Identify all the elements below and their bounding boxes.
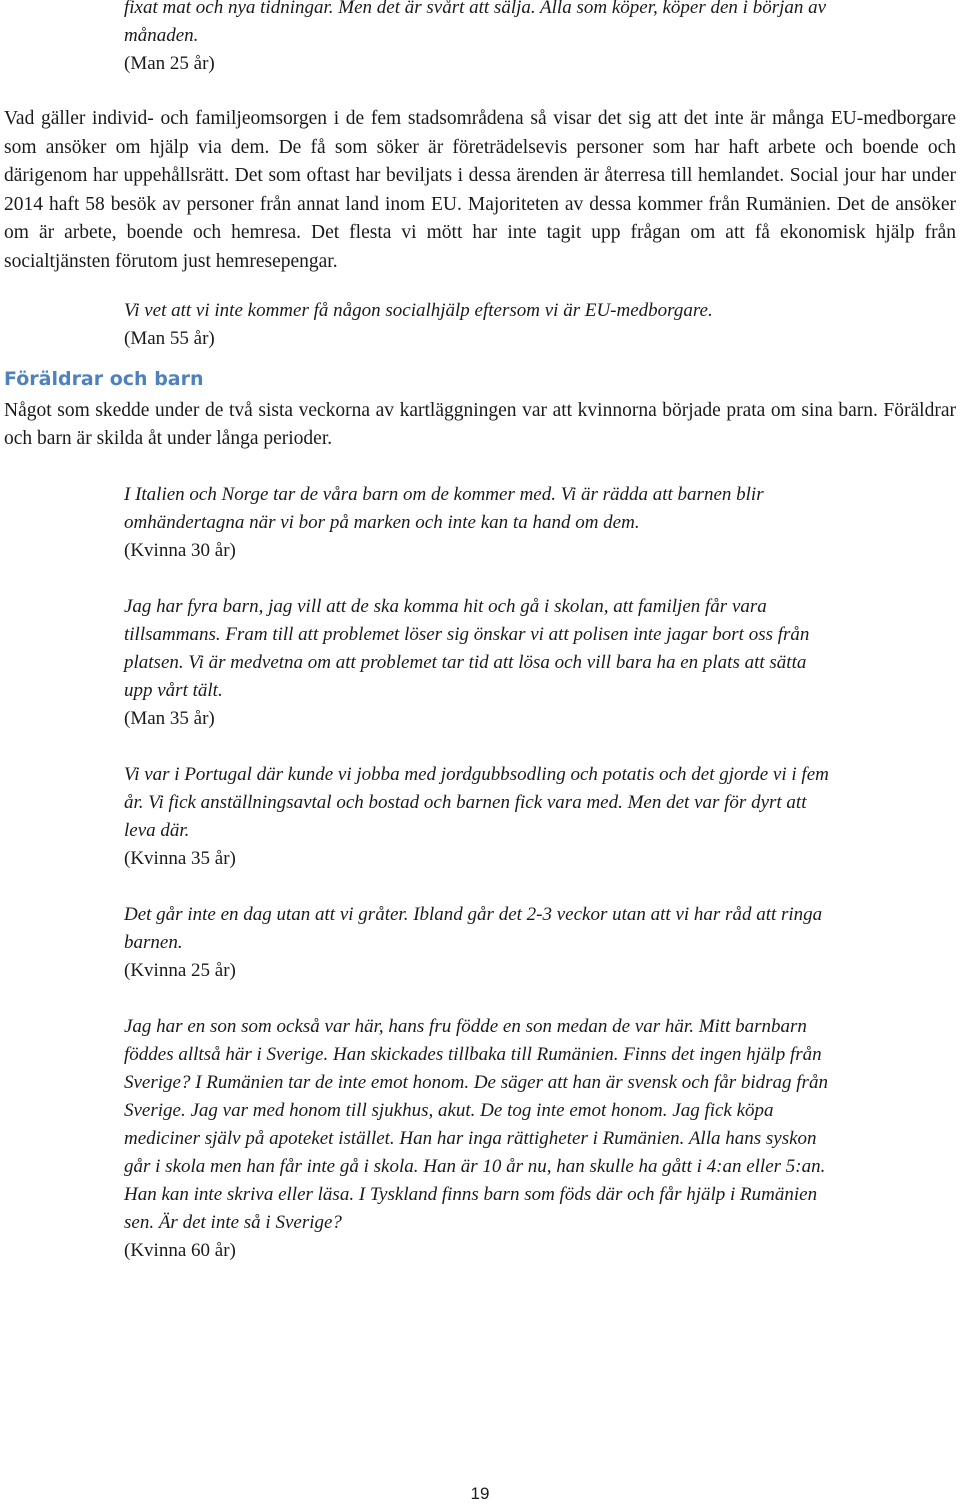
quote-attribution: (Man 25 år)	[124, 53, 215, 74]
quote-block	[124, 761, 838, 873]
section-heading: Föräldrar och barn	[4, 367, 204, 390]
document-page	[4, 0, 956, 1265]
quote-attribution: (Kvinna 60 år)	[124, 1239, 236, 1261]
quote-text: Jag har fyra barn, jag vill att de ska komma hit och gå i skolan, att familjen får vara tillsammans. Fram till att problemet löser sig önskar vi att polisen inte jagar bort oss från platsen. Vi är medvetna om att problemet tar tid att lösa och vill bara ha en plats att sätta upp vårt tält.	[124, 595, 810, 701]
quote-attribution: (Kvinna 35 år)	[124, 847, 236, 869]
quote-text: I Italien och Norge tar de våra barn om de kommer med. Vi är rädda att barnen blir omhändertagna när vi bor på marken och inte kan ta hand om dem.	[124, 483, 764, 533]
quote-block	[124, 901, 838, 985]
quote-attribution: (Man 55 år)	[124, 327, 215, 349]
quote-text: Vi vet att vi inte kommer få någon socialhjälp eftersom vi är EU-medborgare.	[124, 299, 713, 321]
quote-attribution: (Kvinna 30 år)	[124, 539, 236, 561]
quote-block	[124, 297, 838, 353]
quote-text: Jag har en son som också var här, hans fru födde en son medan de var här. Mitt barnbarn föddes alltså här i Sverige. Han skickades tillbaka till Rumänien. Finns det ingen hjälp från Sverige? I Rumänien tar de inte emot honom. De säger att han är svensk och får bidrag från Sverige. Jag var med honom till sjukhus, akut. De tog inte emot honom. Jag fick köpa mediciner själv på apoteket istället. Han har inga rättigheter i Rumänien. Alla hans syskon går i skola men han får inte gå i skola. Han är 10 år nu, han skulle ha gått i 4:an eller 5:an. Han kan inte skriva eller läsa. I Tyskland finns barn som föds där och får hjälp i Rumänien sen. Är det inte så i Sverige?	[124, 1015, 828, 1233]
quote-attribution: (Man 35 år)	[124, 707, 215, 729]
quote-text: Vi var i Portugal där kunde vi jobba med jordgubbsodling och potatis och det gjorde vi i fem år. Vi fick anställningsavtal och bostad och barnen fick vara med. Men det var för dyrt att leva där.	[124, 763, 829, 841]
quote-attribution: (Kvinna 25 år)	[124, 959, 236, 981]
quote-block	[124, 481, 838, 565]
page-number: 19	[470, 1484, 490, 1503]
body-paragraph: Något som skedde under de två sista veckorna av kartläggningen var att kvinnorna började prata om sina barn. Föräldrar och barn är skilda åt under långa perioder.	[4, 399, 956, 450]
quote-block	[124, 0, 838, 78]
quote-block	[124, 1013, 838, 1265]
quote-text: Det går inte en dag utan att vi gråter. Ibland går det 2-3 veckor utan att vi har råd att ringa barnen.	[124, 903, 823, 953]
quote-text: fixat mat och nya tidningar. Men det är svårt att sälja. Alla som köper, köper den i början av månaden.	[124, 0, 827, 46]
body-paragraph: Vad gäller individ- och familjeomsorgen i de fem stadsområdena så visar det sig att det inte är många EU-medborgare som ansöker om hjälp via dem. De få som söker är företrädelsevis personer som har haft arbete och boende och därigenom har uppehållsrätt. Det som oftast har beviljats i dessa ärenden är återresa till hemlandet. Social jour har under 2014 haft 58 besök av personer från annat land inom EU. Majoriteten av dessa kommer från Rumänien. Det de ansöker om är arbete, boende och hemresa. Det flesta vi mött har inte tagit upp frågan om att få ekonomisk hjälp från socialtjänsten förutom just hemresepengar.	[4, 108, 956, 272]
quote-block	[124, 593, 838, 733]
